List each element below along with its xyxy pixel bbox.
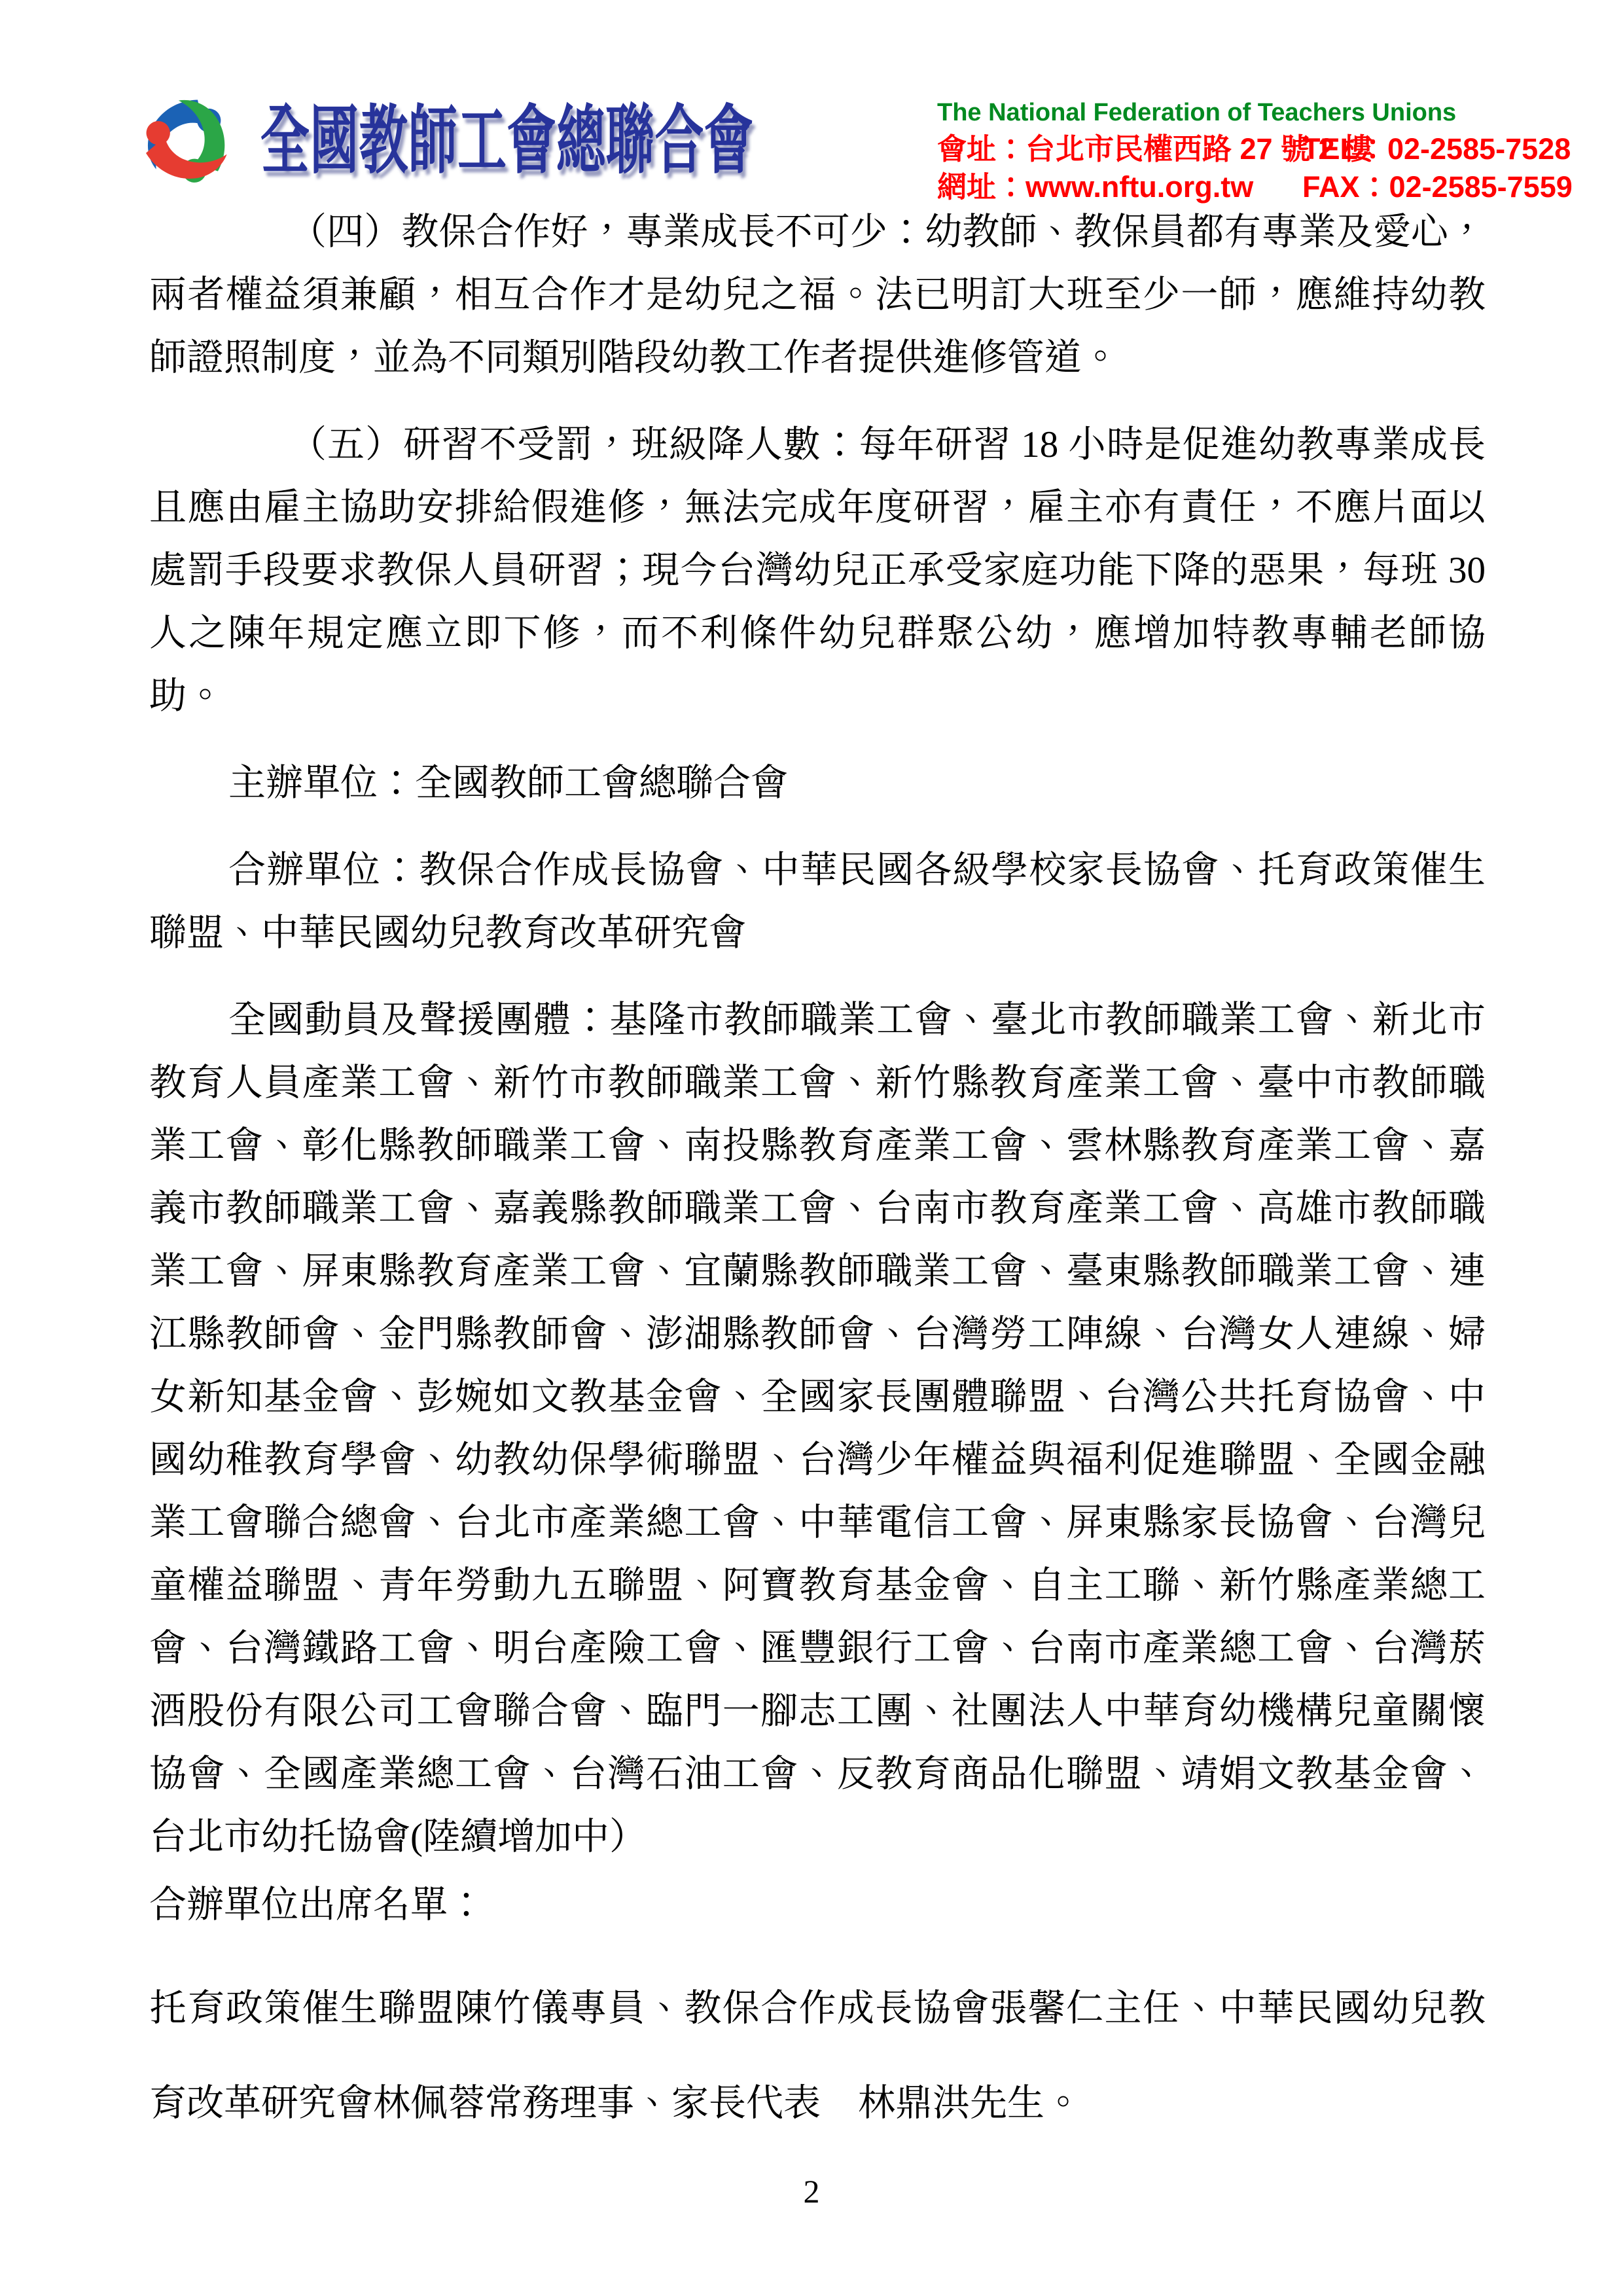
contact-grid bbox=[937, 132, 1573, 204]
document-body bbox=[149, 201, 1486, 2151]
organization-name-en: The National Federation of Teachers Unions bbox=[937, 99, 1457, 126]
fax-line: FAX：02-2585-7559 bbox=[1302, 170, 1573, 204]
paragraph-roster: 托育政策催生聯盟陳竹儀專員、教保合作成長協會張馨仁主任、中華民國幼兒教育改革研究會林佩蓉常務理事、家長代表 林鼎洪先生。 bbox=[149, 1988, 1486, 2124]
website-line: 網址：www.nftu.org.tw bbox=[937, 170, 1254, 204]
tel-line: TEL：02-2585-7528 bbox=[1302, 132, 1571, 166]
letterhead bbox=[0, 0, 1623, 209]
logo-title: 全國教師工會總聯合會 bbox=[260, 99, 754, 183]
nftu-logo-icon bbox=[123, 82, 251, 200]
paragraph-organizer: 主辦單位：全國教師工會總聯合會 bbox=[228, 762, 788, 804]
paragraph-co-organizers: 合辦單位：教保合作成長協會、中華民國各級學校家長協會、托育政策催生聯盟、中華民國幼兒教育改革研究會 bbox=[149, 850, 1486, 954]
nftu-logo bbox=[123, 82, 1013, 200]
page-number: 2 bbox=[803, 2173, 820, 2210]
contact-block bbox=[937, 98, 1573, 204]
address-line: 會址：台北市民權西路 27 號 2 樓 bbox=[937, 132, 1373, 166]
paragraph-point-5: （五）研習不受罰，班級降人數：每年研習 18 小時是促進幼教專業成長且應由雇主協助安排給假進修，無法完成年度研習，雇主亦有責任，不應片面以處罰手段要求教保人員研習；現今台灣幼兒正承受家庭功能下降的惡果，每班 30 人之陳年規定應立即下修，而不利條件幼兒群聚公幼，應增加特教專輔老師協助。 bbox=[149, 424, 1486, 717]
paragraph-point-4: （四）教保合作好，專業成長不可少：幼教師、教保員都有專業及愛心，兩者權益須兼顧，相互合作才是幼兒之福。法已明訂大班至少一師，應維持幼教師證照制度，並為不同類別階段幼教工作者提供進修管道。 bbox=[149, 211, 1486, 378]
paragraph-supporting-groups: 全國動員及聲援團體：基隆市教師職業工會、臺北市教師職業工會、新北市教育人員產業工會、新竹市教師職業工會、新竹縣教育產業工會、臺中市教師職業工會、彰化縣教師職業工會、南投縣教育產業工會、雲林縣教育產業工會、嘉義市教師職業工會、嘉義縣教師職業工會、台南市教育產業工會、高雄市教師職業工會、屏東縣教育產業工會、宜蘭縣教師職業工會、臺東縣教師職業工會、連江縣教師會、金門縣教師會、澎湖縣教師會、台灣勞工陣線、台灣女人連線、婦女新知基金會、彭婉如文教基金會、全國家長團體聯盟、台灣公共托育協會、中國幼稚教育學會、幼教幼保學術聯盟、台灣少年權益與福利促進聯盟、全國金融業工會聯合總會、台北市產業總工會、中華電信工會、屏東縣家長協會、台灣兒童權益聯盟、青年勞動九五聯盟、阿寶教育基金會、自主工聯、新竹縣產業總工會、台灣鐵路工會、明台產險工會、匯豐銀行工會、台南市產業總工會、台灣菸酒股份有限公司工會聯合會、臨門一腳志工團、社團法人中華育幼機構兒童關懷協會、全國產業總工會、台灣石油工會、反教育商品化聯盟、靖娟文教基金會、台北市幼托協會(陸續增加中） bbox=[149, 999, 1486, 1857]
paragraph-roster-heading: 合辦單位出席名單： bbox=[149, 1884, 485, 1926]
